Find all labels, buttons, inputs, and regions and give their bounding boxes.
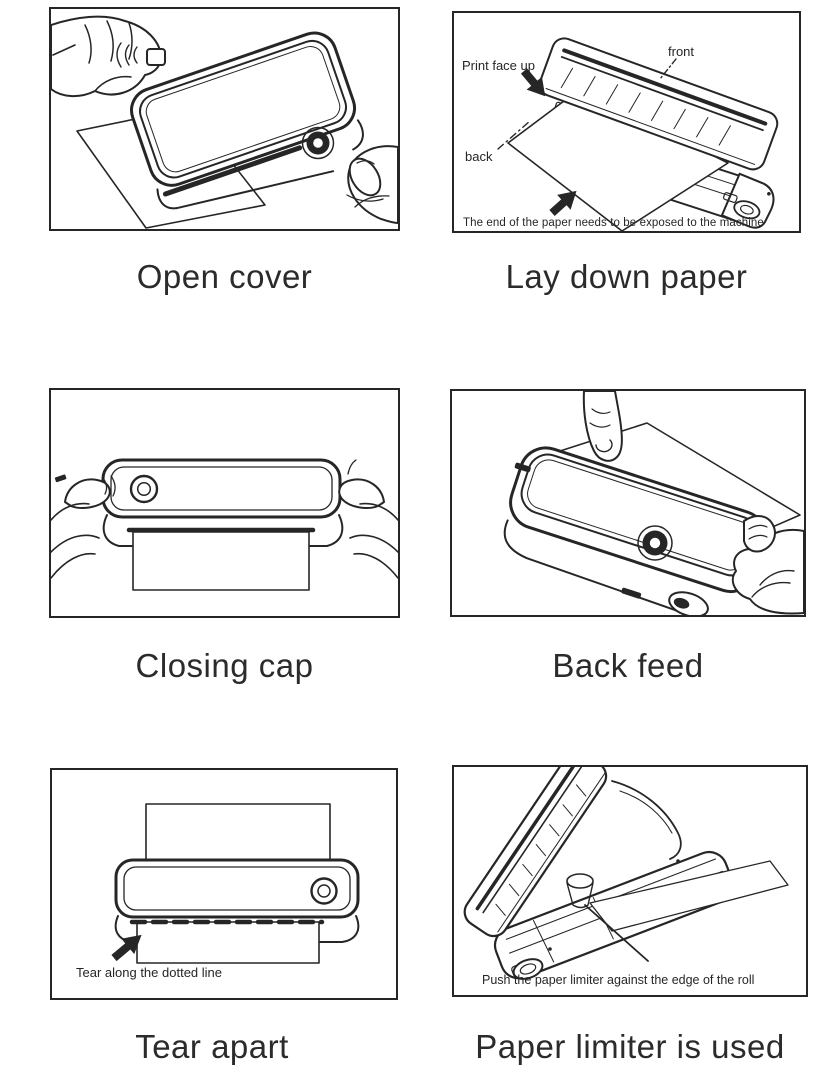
paper-bottom — [137, 922, 319, 963]
cover-tab — [147, 49, 165, 65]
label-print-face-up: Print face up — [462, 58, 535, 73]
label-front: front — [668, 44, 695, 59]
right-hand — [343, 146, 398, 223]
caption-open-cover: Open cover — [136, 258, 313, 295]
paper-limiter-illustration — [454, 767, 806, 995]
label-paper-exposed-note: The end of the paper needs to be exposed to the machine — [463, 217, 764, 229]
panel-paper-limiter — [452, 765, 808, 997]
caption-lay-down-paper: Lay down paper — [505, 258, 748, 295]
paper-top — [146, 804, 330, 868]
back-feed-illustration — [452, 391, 804, 615]
caption-paper-limiter: Paper limiter is used — [475, 1028, 785, 1065]
lay-down-paper-illustration — [454, 13, 799, 231]
printer-cap — [103, 460, 340, 517]
left-hand — [51, 17, 165, 96]
power-button — [638, 526, 672, 560]
panel-closing-cap — [49, 388, 400, 618]
tear-apart-illustration — [52, 770, 396, 998]
right-hand — [733, 516, 804, 613]
power-button — [303, 128, 334, 159]
caption-back-feed: Back feed — [552, 647, 704, 684]
caption-closing-cap: Closing cap — [135, 647, 314, 684]
label-back: back — [465, 149, 493, 164]
label-limiter-note: Push the paper limiter against the edge of the roll — [482, 973, 755, 987]
label-tear-note: Tear along the dotted line — [76, 965, 222, 980]
caption-tear-apart: Tear apart — [135, 1028, 289, 1065]
paper-sheet — [133, 532, 309, 590]
thumb — [744, 516, 775, 551]
printer-cap — [116, 860, 358, 917]
latch — [621, 587, 642, 599]
right-hand — [339, 460, 398, 578]
panel-open-cover — [49, 7, 400, 231]
panel-lay-down-paper — [452, 11, 801, 233]
lid-arm — [612, 781, 681, 859]
front-port — [666, 588, 711, 615]
open-cover-illustration — [51, 9, 398, 229]
panel-tear-apart — [50, 768, 398, 1000]
panel-back-feed — [450, 389, 806, 617]
closing-cap-illustration — [51, 390, 398, 616]
